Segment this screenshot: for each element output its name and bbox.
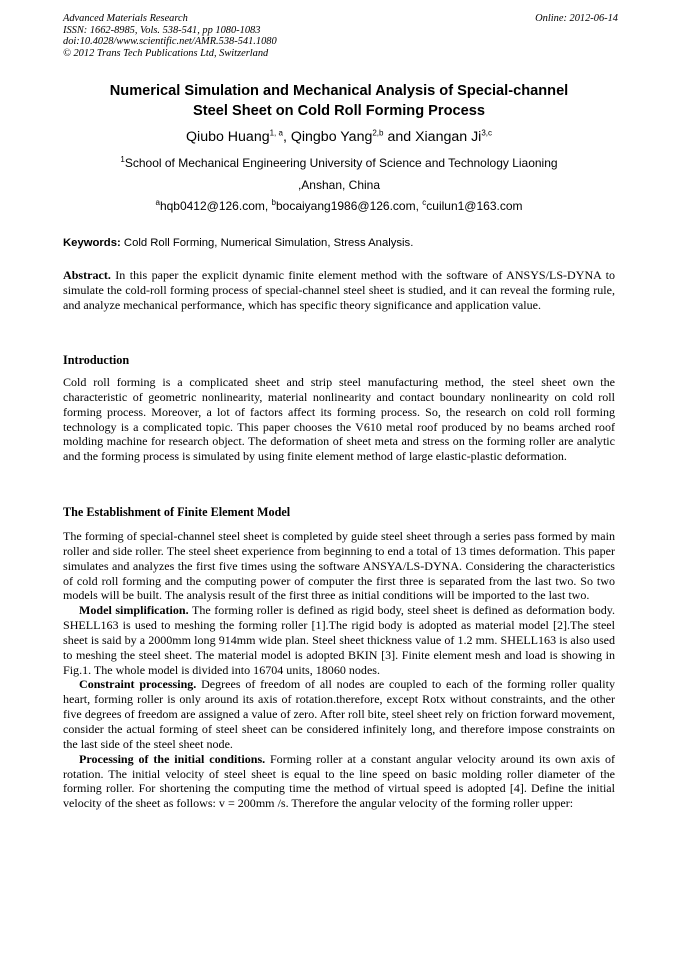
author-2-marker: 2,b (372, 128, 384, 138)
affiliation-line-1 (63, 156, 615, 171)
initial-conditions-paragraph (63, 752, 615, 811)
affiliation-marker: 1 (120, 155, 125, 164)
title-line-2: Steel Sheet on Cold Roll Forming Process (193, 103, 485, 119)
copyright-line: © 2012 Trans Tech Publications Ltd, Switzerland (63, 47, 269, 59)
email-c: cuilun1@163.com (426, 199, 523, 213)
title-line-1: Numerical Simulation and Mechanical Analysis of Special-channel (109, 83, 569, 99)
model-simplification-paragraph (63, 603, 615, 677)
model-paragraphs (63, 529, 615, 811)
author-3: Xiangan Ji (415, 129, 482, 145)
initial-conditions-label: Processing of the initial conditions. (79, 751, 266, 766)
constraint-text: Degrees of freedom of all nodes are coupled to each of the forming roller quality heart, forming roller is only around its axis of rotation.therefore, except Rotx without constraints, and the other five degrees of freedom are assigned a value of zero. After roll bite, steel sheet rely on friction forward movement, consider the actual forming of steel sheet can be considered infinitely long, and therefore impose constraints on the last side of the steel sheet node. (63, 677, 615, 751)
email-b: bocaiyang1986@126.com, (275, 199, 423, 213)
keywords-label: Keywords: (63, 237, 121, 249)
keywords-text: Cold Roll Forming, Numerical Simulation, Stress Analysis. (120, 237, 414, 249)
author-1: Qiubo Huang (186, 129, 270, 145)
intro-heading: Introduction (63, 353, 130, 367)
email-b-marker: b (271, 198, 276, 207)
email-c-marker: c (422, 198, 427, 207)
author-3-marker: 3,c (481, 128, 492, 138)
model-heading: The Establishment of Finite Element Model (63, 505, 291, 519)
constraint-label: Constraint processing. (79, 677, 197, 692)
abstract (63, 268, 615, 313)
initial-conditions-text: Forming roller at a constant angular velocity around its own axis of rotation. The initial velocity of steel sheet is equal to the line speed on basic molding roller diameter of the forming roller. For shortening the computing time the method of virtual speed is adopted [4]. Define the initial velocity of the sheet as follows: v = 200mm /s. Therefore the angular velocity of the forming roller upper: (63, 751, 615, 811)
intro-paragraph: Cold roll forming is a complicated sheet and strip steel manufacturing method, the steel sheet own the characteristic of geometric nonlinearity, material nonlinearity and contact boundary nonlinearity on cold roll forming process. Moreover, a lot of factors affect its forming process. So, the research on cold roll forming technology is a complicated topic. This paper chooses the V610 metal roof produced by no beams arched roof molding machine for research object. The deformation of sheet meta and stress on the forming roller are analytic and the forming process is simulated by using finite element method of large elastic-plastic deformation. (63, 375, 615, 464)
publication-header (63, 13, 618, 59)
online-date: Online: 2012-06-14 (535, 13, 618, 24)
affiliation-text: School of Mechanical Engineering University of Science and Technology Liaoning (124, 156, 558, 170)
affiliation-line-2: ,Anshan, China (297, 178, 381, 192)
abstract-text: In this paper the explicit dynamic finite element method with the software of ANSYS/LS-DYNA to simulate the cold-roll forming process of special-channel steel sheet is studied, and it can reveal the forming rule, and analyze mechanical performance, which has specific theory significance and application value. (63, 268, 615, 312)
keywords (63, 236, 615, 250)
paper-title (63, 81, 615, 121)
author-1-marker: 1, a (269, 128, 283, 138)
abstract-label: Abstract. (63, 268, 111, 282)
email-a: hqb0412@126.com, (159, 199, 272, 213)
journal-name: Advanced Materials Research (63, 13, 188, 24)
email-list (63, 199, 615, 214)
model-simplification-label: Model simplification. (79, 603, 189, 618)
author-2: Qingbo Yang (290, 129, 373, 145)
constraint-paragraph (63, 677, 615, 751)
doi-line: doi:10.4028/www.scientific.net/AMR.538-541.1080 (63, 36, 277, 48)
author-list: Qiubo Huang$^{1, a}$, Qingbo Yang$^{2,b}$ and Xiangan Ji$^{3,c}$ (186, 128, 492, 145)
model-paragraph-1: The forming of special-channel steel sheet is completed by guide steel sheet through a series pass formed by main roller and side roller. The steel sheet experience from beginning to end a total of 13 times deformation. This paper simulates and analyzes the first five times using the software ANSYA/LS-DYNA. Considering the characteristics of cold roll forming and the computing power of computer the first three is separated from the last two. So two models will be built. The analysis result of the first three as initial conditions will be imported to the last two. (63, 529, 615, 603)
email-a-marker: a (155, 198, 160, 207)
issn-line: ISSN: 1662-8985, Vols. 538-541, pp 1080-1083 (63, 24, 261, 36)
author-conjunction: and (387, 129, 412, 145)
model-simplification-text: The forming roller is defined as rigid body, steel sheet is defined as deformation body. SHELL163 is used to meshing the forming roller [1].The rigid body is adopted as material model [2].The steel sheet is said by a 2000mm long 914mm wide plan. Steel sheet thickness value of 1.2 mm. SHELL163 is also used to meshing the steel sheet. The material model is adopted BKIN [3]. Finite element mesh and load is showing in Fig.1. The whole model is divided into 16704 units, 18060 nodes. (63, 603, 615, 677)
